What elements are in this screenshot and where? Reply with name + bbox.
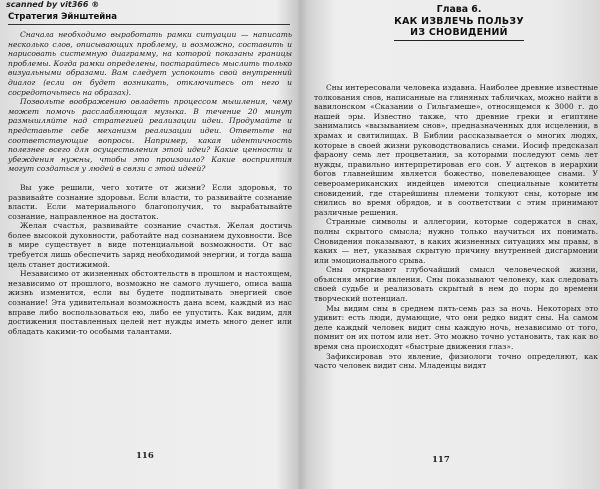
paragraph: Сначала необходимо выработать рамки ситуации — написать несколько слов, описывающих проблему, и возможно, составить и нарисовать системную диаграмму, на которой показаны границы проблемы. Когда рамки определены, постарайтесь мыслить только визуальными образами. Вам следует успокоить свой внутренний диалог (если он будет возникать, отключитесь от него и сосредоточьтесь на образах).: [8, 30, 292, 97]
paragraph: Мы видим сны в среднем пять-семь раз за ночь. Некоторых это удивит: есть люди, думающие, что они редко видят сны. На самом деле каждый человек видит сны каждую ночь, независимо от того, помнит он их потом или нет. Это можно точно установить, так как во время сна происходят «быстрые движения глаз».: [314, 303, 598, 352]
paragraph: Независимо от жизненных обстоятельств в прошлом и настоящем, независимо от прошлого, возможно не самого лучшего, описа ваша жизнь изменится, если вы будете подпитывать энергией свое сознание! Эта удивительная возможность дана всем, каждый из нас вправе либо воспользоваться ею, либо ее упустить. Как видим, для достижения поставленных целей нет нужды иметь много денег или обладать какими-то особыми талантами.: [8, 269, 292, 336]
chapter-heading: [324, 4, 594, 41]
chapter-title-line-2: ИЗ СНОВИДЕНИЙ: [410, 27, 508, 38]
chapter-title-line-1: КАК ИЗВЛЕЧЬ ПОЛЬЗУ: [394, 16, 524, 27]
page-number-right: 117: [432, 455, 450, 465]
right-page: [302, 0, 600, 489]
chapter-number: Глава 6.: [436, 4, 482, 15]
page-number-left: 116: [136, 451, 154, 461]
paragraph: Позвольте воображению овладеть процессом мышления, чему может помочь расслабляющая музыка. В течение 20 минут размышляйте над стратегией реализации идеи. Продумайте и представьте себе механизм реализации идеи. Ответьте на соответствующие вопросы. Например, какая идентичность полезнее всего для осуществления этой идеи? Какие ценности и убеждения нужны, чтобы это произошло? Какие восприятия могут создаться у людей в связи с этой идеей?: [8, 97, 292, 174]
left-page-text: [8, 30, 292, 336]
paragraph: Сны интересовали человека издавна. Наиболее древние известные толкования снов, написанные на глиняных табличках, можно найти в вавилонском «Сказании о Гильгамеше», относящемся к 3000 г. до нашей эры. Известно также, что древние греки и египтяне занимались «вызыванием снов», предназначенных для исцеления, в храмах и святилищах. В Библии рассказывается о многих людях, которые в своей жизни руководствовались снами. Иосиф предсказал фараону семь лет процветания, за которыми последуют семь лет нужды, правильно интерпретировав его сон. У ацтеков в иерархии богов главнейшим является божество, повелевающее снами. У североамериканских индейцев имеются специальные комитеты сновидений, где старейшины племени толкуют сны, которые им снились во время обрядов, и в соответствии с этим принимают различные решения.: [314, 83, 598, 217]
scan-watermark: scanned by vit366 ®: [6, 0, 100, 9]
chapter-title-underline: [394, 40, 524, 41]
running-head: Стратегия Эйнштейна: [8, 12, 118, 22]
left-page: [0, 0, 298, 489]
paragraph: Зафиксировав это явление, физиологи точно определяют, как часто человек видит сны. Младенцы видят: [314, 351, 598, 371]
paragraph: Сны открывают глубочайший смысл человеческой жизни, объясняя многие явления. Сны показывают человеку, как следовать своей судьбе и реализовать скрытый в нем до поры до времени творческий потенциал.: [314, 265, 598, 304]
paragraph: Желая счастья, развивайте сознание счастья. Желая достичь более высокой духовности, работайте над сознанием духовности. Все в мире существует в виде потенциальной возможности. От вас требуется лишь обеспечить заряд необходимой энергии, и тогда ваша цель станет достижимой.: [8, 221, 292, 269]
header-rule: [8, 24, 290, 25]
paragraph: Вы уже решили, чего хотите от жизни? Если здоровья, то развивайте сознание здоровья. Если власти, то развивайте сознание власти. Если материального благополучия, то вырабатывайте сознание, направленное на достаток.: [8, 182, 292, 221]
right-page-text: [314, 83, 598, 371]
paragraph: Странные символы и аллегории, которые содержатся в снах, полны скрытого смысла; нужно только научиться их понимать. Сновидения показывают, в каких жизненных ситуациях мы правы, в каких — нет, указывая скрытую причину внутренней дисгармонии или эмоционального срыва.: [314, 217, 598, 265]
